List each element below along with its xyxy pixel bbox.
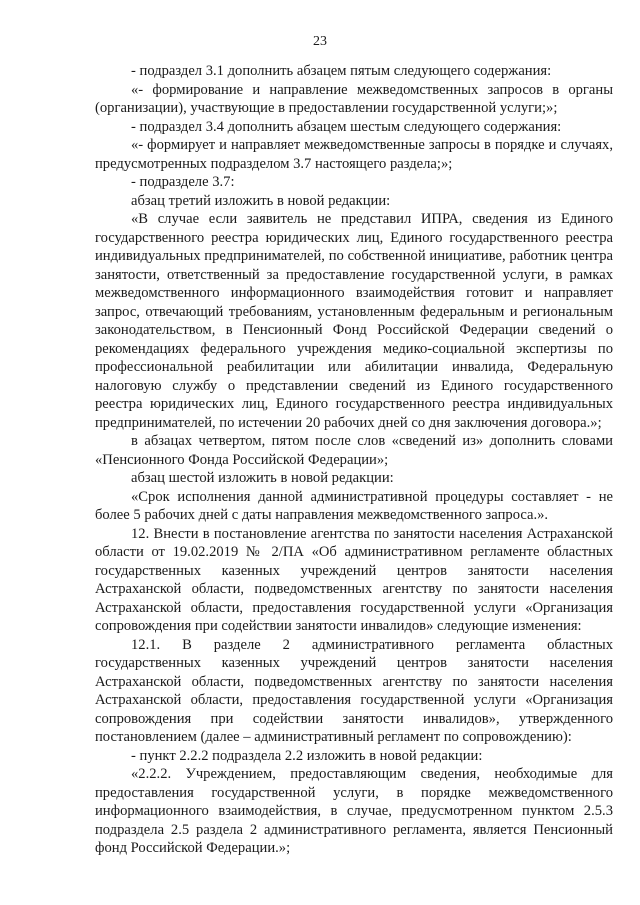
paragraph: - подраздел 3.4 дополнить абзацем шестым следующего содержания: — [131, 118, 562, 135]
paragraph: - подразделе 3.7: — [131, 174, 235, 190]
page-number: 23 — [313, 34, 327, 49]
paragraph: «Срок исполнения данной административной процедуры составляет - не более 5 рабочих дней с даты направления межведомственного запроса.». — [95, 488, 613, 523]
paragraph: - подраздел 3.1 дополнить абзацем пятым следующего содержания: — [131, 63, 552, 79]
paragraph: абзац шестой изложить в новой редакции: — [131, 470, 394, 486]
paragraph: «- формирование и направление межведомственных запросов в органы (организации), участвующие в предоставлении государственной услуги;»; — [95, 81, 613, 116]
paragraph: «- формирует и направляет межведомственные запросы в порядке и случаях, предусмотренных подразделом 3.7 настоящего раздела;»; — [95, 137, 613, 172]
paragraph: «В случае если заявитель не представил ИПРА, сведения из Единого государственного реестра юридических лиц, Единого государственного реестра индивидуальных предпринимателей, по собственной инициативе, работник центра занятости, ответственный за предоставление государственной услуги, в рамках межведомственного информационного взаимодействия готовит и направляет запрос, отвечающий требованиям, установленным федеральным и региональным законодательством, в Пенсионный Фонд Российской Федерации сведений о рекомендациях федерального учреждения медико-социальной экспертизы по профессиональной реабилитации или абилитации инвалида, Федеральную налоговую службу о представлении сведений из Единого государственного реестра юридических лиц, Единого государственного реестра индивидуальных предпринимателей, по истечении 20 рабочих дней со дня заключения договора.»; — [95, 211, 613, 431]
paragraph: - пункт 2.2.2 подраздела 2.2 изложить в новой редакции: — [131, 747, 483, 764]
paragraph: в абзацах четвертом, пятом после слов «сведений из» дополнить словами «Пенсионного Фонда Российской Федерации»; — [95, 433, 613, 468]
paragraph: 12. Внести в постановление агентства по занятости населения Астраханской области от 19.02.2019 № 2/ПА «Об административном регламенте областных государственных казенных учреждений центров занятости населения Астраханской области, подведомственных агентству по занятости населения Астраханской области, предоставления государственной услуги «Организация сопровождения при содействии занятости инвалидов» следующие изменения: — [95, 525, 613, 634]
document-body — [95, 62, 613, 858]
paragraph: 12.1. В разделе 2 административного регламента областных государственных казенных учреждений центров занятости населения Астраханской области, подведомственных агентству по занятости населения Астраханской области, предоставления государственной услуги «Организация сопровождения при содействии занятости инвалидов», утвержденного постановлением (далее – административный регламент по сопровождению): — [95, 636, 613, 745]
paragraph: «2.2.2. Учреждением, предоставляющим сведения, необходимые для предоставления государственной услуги, в порядке межведомственного информационного взаимодействия, в случае, предусмотренном пунктом 2.5.3 подраздела 2.5 раздела 2 административного регламента, является Пенсионный фонд Российской Федерации.»; — [95, 766, 613, 856]
paragraph: абзац третий изложить в новой редакции: — [131, 192, 391, 209]
